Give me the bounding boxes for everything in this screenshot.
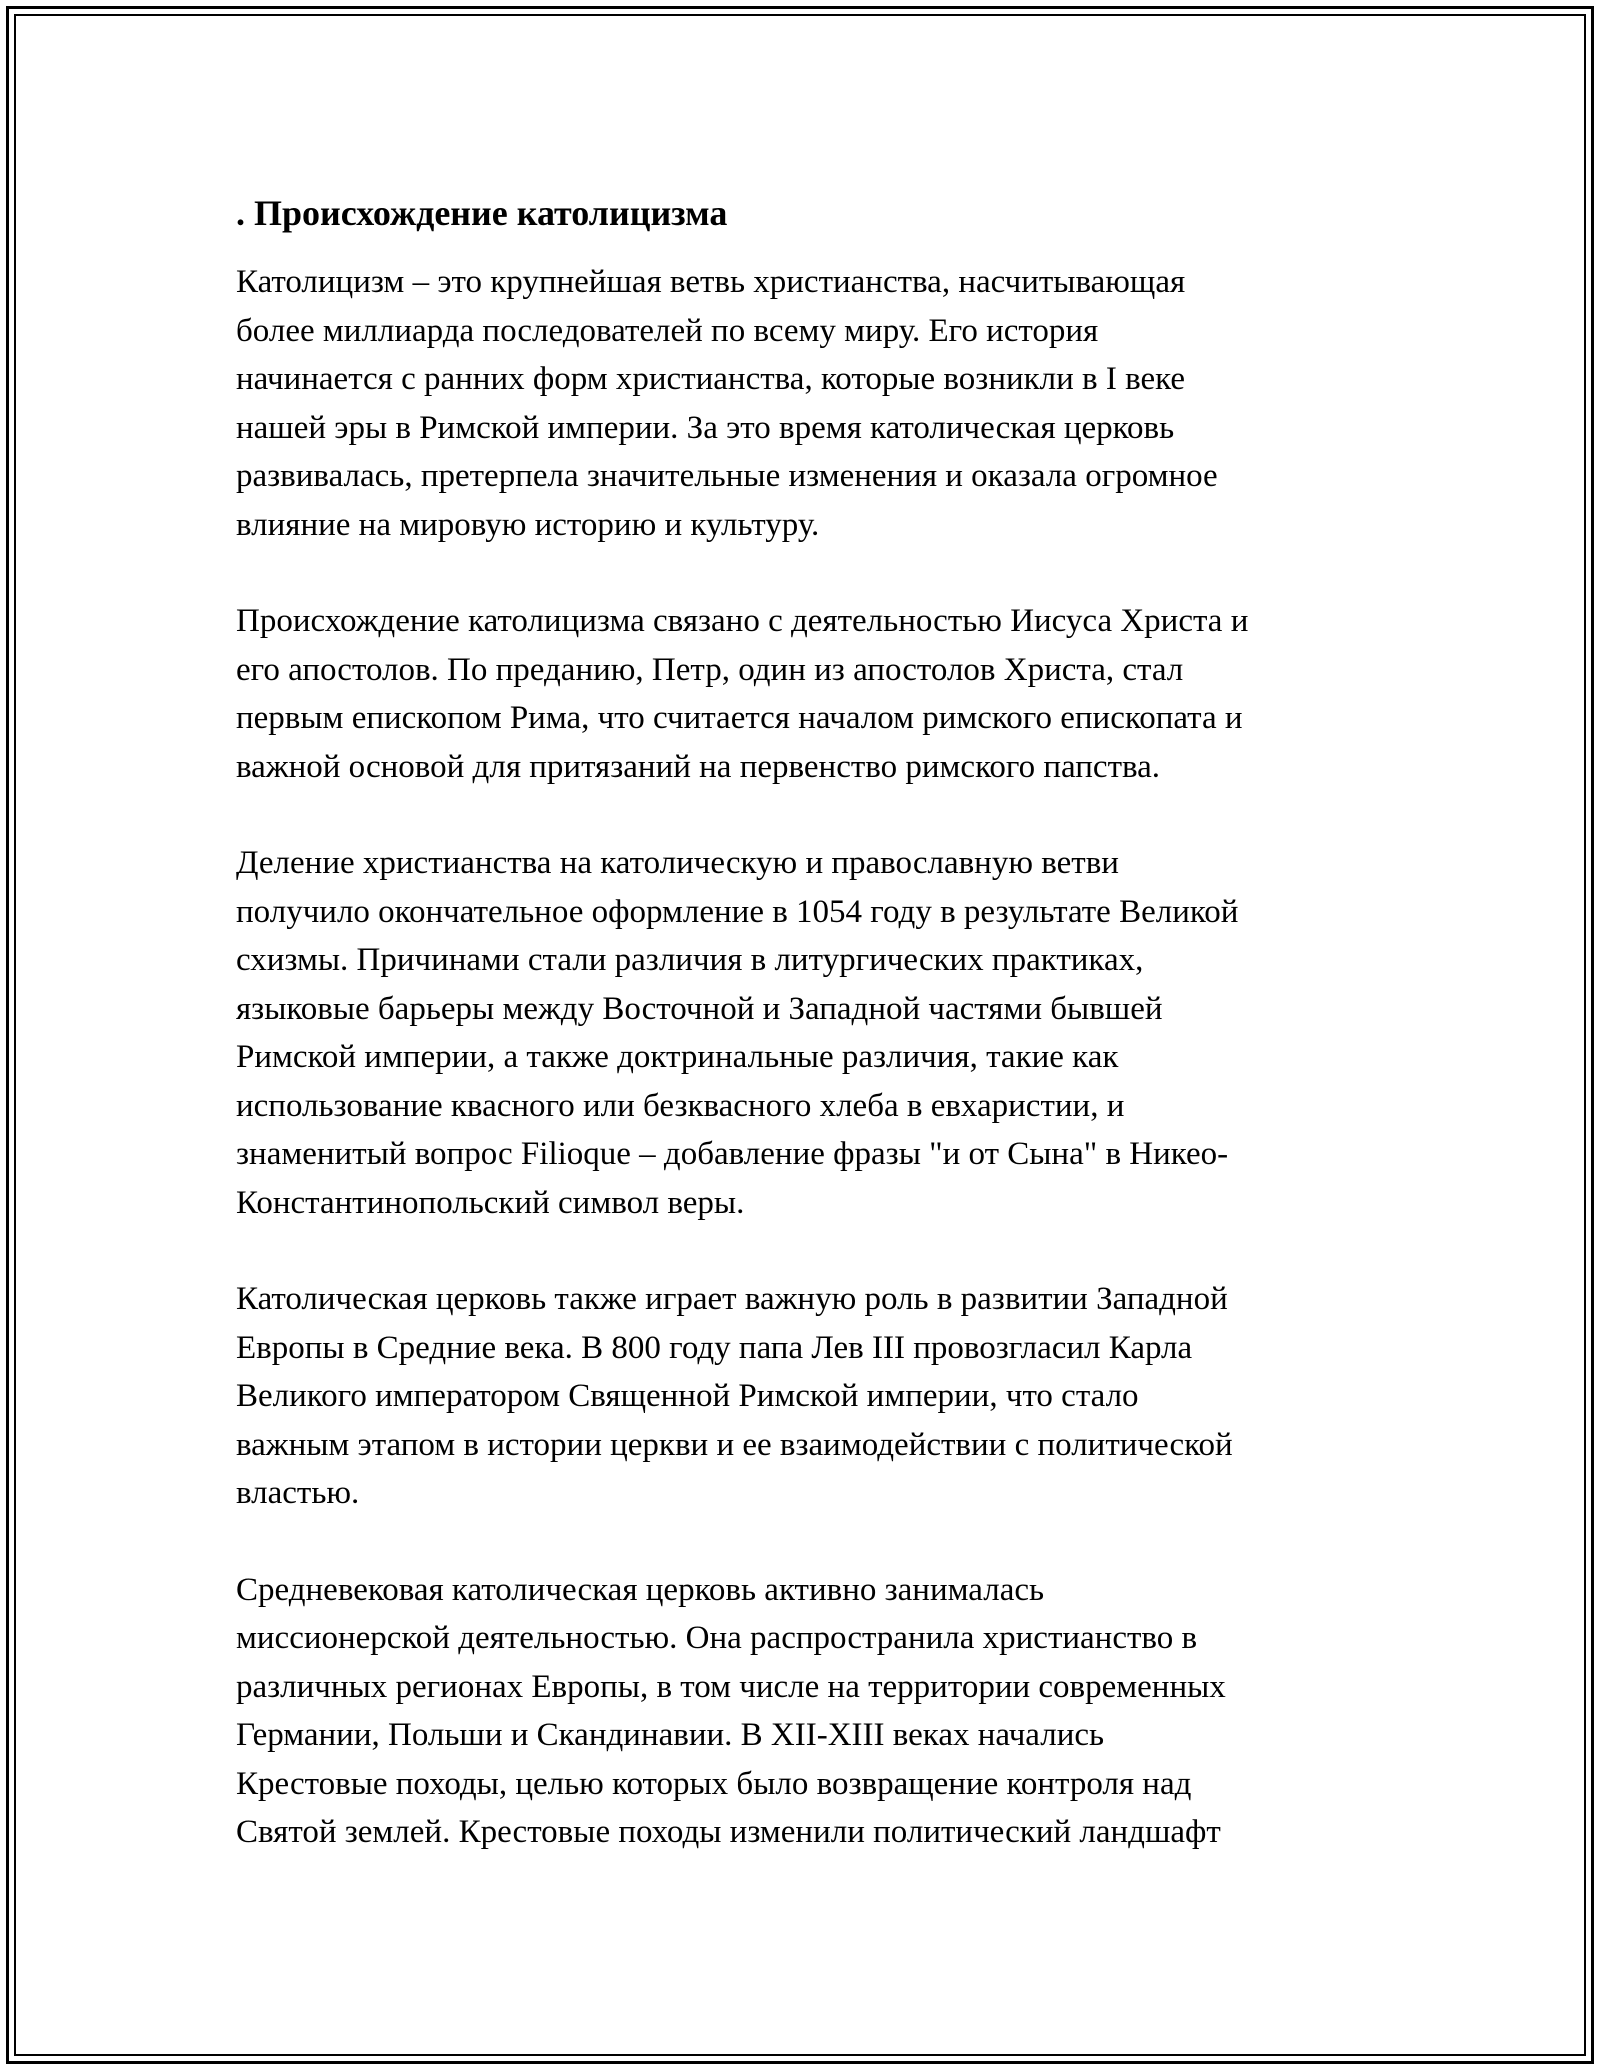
- paragraph-intro: Католицизм – это крупнейшая ветвь христианства, насчитывающая более миллиарда последователей по всему миру. Его история начинается с ранних форм христианства, которые возникли в I веке нашей эры в Римской империи. За это время католическая церковь развивалась, претерпела значительные изменения и оказала огромное влияние на мировую историю и культуру.: [236, 264, 1218, 543]
- paragraph-origins: Происхождение католицизма связано с деятельностью Иисуса Христа и его апостолов. По преданию, Петр, один из апостолов Христа, стал первым епископом Рима, что считается началом римского епископата и важной основой для притязаний на первенство римского папства.: [236, 603, 1249, 785]
- document-title: . Происхождение католицизма: [236, 193, 728, 233]
- paragraph-middle-ages: Католическая церковь также играет важную роль в развитии Западной Европы в Средние века. В 800 году папа Лев III провозгласил Карла Великого императором Священной Римской империи, что стало важным этапом в истории церкви и ее взаимодействии с политической властью.: [236, 1281, 1233, 1511]
- paragraph-missionary: Средневековая католическая церковь активно занималась миссионерской деятельностью. Она распространила христианство в различных регионах Европы, в том числе на территории современных Германии, Польши и Скандинавии. В XII-XIII веках начались Крестовые походы, целью которых было возвращение контроля над Святой землей. Крестовые походы изменили политический ландшафт: [236, 1571, 1226, 1850]
- paragraph-great-schism: Деление христианства на католическую и православную ветви получило окончательное оформление в 1054 году в результате Великой схизмы. Причинами стали различия в литургических практиках, языковые барьеры между Восточной и Западной частями бывшей Римской империи, а также доктринальные различия, такие как использование квасного или безквасного хлеба в евхаристии, и знаменитый вопрос Filioque – добавление фразы "и от Сына" в Никео- Константинопольский символ веры.: [236, 845, 1239, 1221]
- document-body: [236, 188, 1376, 1905]
